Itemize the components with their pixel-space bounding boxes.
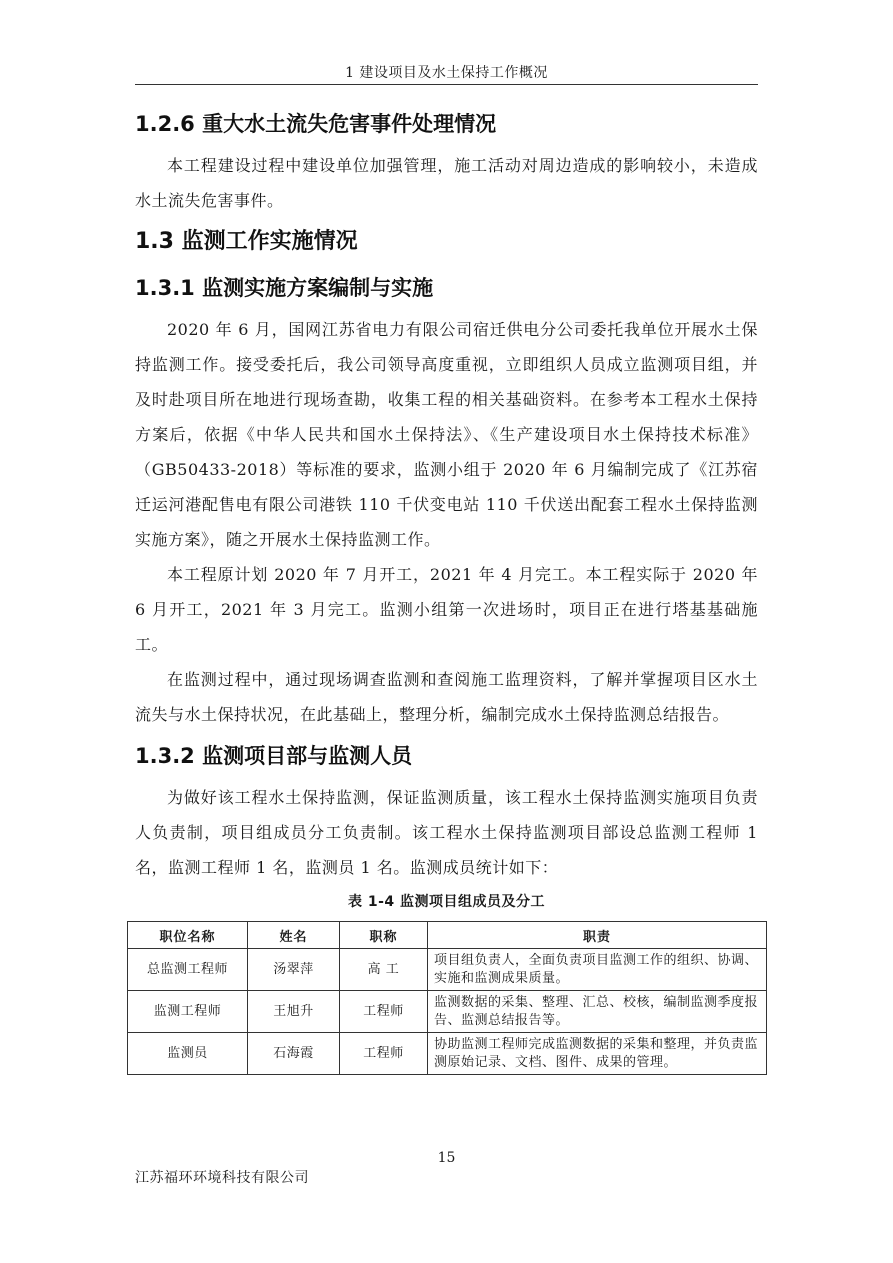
running-header: 1 建设项目及水土保持工作概况 — [345, 65, 548, 81]
column-header: 职位名称 — [128, 922, 248, 949]
paragraph: 本工程建设过程中建设单位加强管理，施工活动对周边造成的影响较小，未造成水土流失危害事件。 — [135, 156, 758, 210]
column-header: 姓名 — [248, 922, 340, 949]
table-cell-name: 汤翠萍 — [248, 949, 340, 991]
table-header-row — [128, 922, 767, 949]
section-heading-1-3-1: 1.3.1 监测实施方案编制与实施 — [135, 276, 434, 300]
footer-company-name: 江苏福环环境科技有限公司 — [135, 1170, 309, 1186]
table-row — [128, 1033, 767, 1075]
paragraph: 本工程原计划 2020 年 7 月开工，2021 年 4 月完工。本工程实际于 2020 年 6 月开工，2021 年 3 月完工。监测小组第一次进场时，项目正在进行塔基基础施工。 — [135, 565, 758, 654]
table-cell-title: 工程师 — [340, 991, 428, 1033]
column-header: 职责 — [428, 922, 767, 949]
table-cell-title: 工程师 — [340, 1033, 428, 1075]
table-cell-duty: 项目组负责人，全面负责项目监测工作的组织、协调、实施和监测成果质量。 — [428, 949, 767, 991]
page-number: 15 — [437, 1150, 456, 1166]
paragraph: 在监测过程中，通过现场调查监测和查阅施工监理资料，了解并掌握项目区水土流失与水土保持状况，在此基础上，整理分析，编制完成水土保持监测总结报告。 — [135, 670, 758, 724]
section-heading-1-2-6: 1.2.6 重大水土流失危害事件处理情况 — [135, 112, 497, 136]
paragraph: 2020 年 6 月，国网江苏省电力有限公司宿迁供电分公司委托我单位开展水土保持监测工作。接受委托后，我公司领导高度重视，立即组织人员成立监测项目组，并及时赴项目所在地进行现场查勘，收集工程的相关基础资料。在参考本工程水土保持方案后，依据《中华人民共和国水土保持法》、《生产建设项目水土保持技术标准》（GB50433-2018）等标准的要求，监测小组于 2020 年 6 月编制完成了《江苏宿迁运河港配售电有限公司港铁 110 千伏变电站 110 千伏送出配套工程水土保持监测实施方案》，随之开展水土保持监测工作。 — [135, 320, 758, 549]
table-cell-duty: 监测数据的采集、整理、汇总、校核，编制监测季度报告、监测总结报告等。 — [428, 991, 767, 1033]
column-header: 职称 — [340, 922, 428, 949]
table-caption: 表 1-4 监测项目组成员及分工 — [347, 894, 546, 910]
table-row — [128, 949, 767, 991]
header-divider — [135, 84, 758, 85]
table-cell-position: 监测工程师 — [128, 991, 248, 1033]
table-cell-title: 高 工 — [340, 949, 428, 991]
section-heading-1-3: 1.3 监测工作实施情况 — [135, 229, 358, 254]
table-cell-position: 总监测工程师 — [128, 949, 248, 991]
paragraph: 为做好该工程水土保持监测，保证监测质量，该工程水土保持监测实施项目负责人负责制，项目组成员分工负责制。该工程水土保持监测项目部设总监测工程师 1 名，监测工程师 1 名，监测员 1 名。监测成员统计如下： — [135, 788, 758, 877]
table-cell-name: 王旭升 — [248, 991, 340, 1033]
page-content — [135, 102, 758, 1075]
table-cell-duty: 协助监测工程师完成监测数据的采集和整理，并负责监测原始记录、文档、图件、成果的管理。 — [428, 1033, 767, 1075]
section-heading-1-3-2: 1.3.2 监测项目部与监测人员 — [135, 744, 413, 768]
table-row — [128, 991, 767, 1033]
table-cell-position: 监测员 — [128, 1033, 248, 1075]
table-cell-name: 石海霞 — [248, 1033, 340, 1075]
staff-table — [127, 921, 767, 1075]
